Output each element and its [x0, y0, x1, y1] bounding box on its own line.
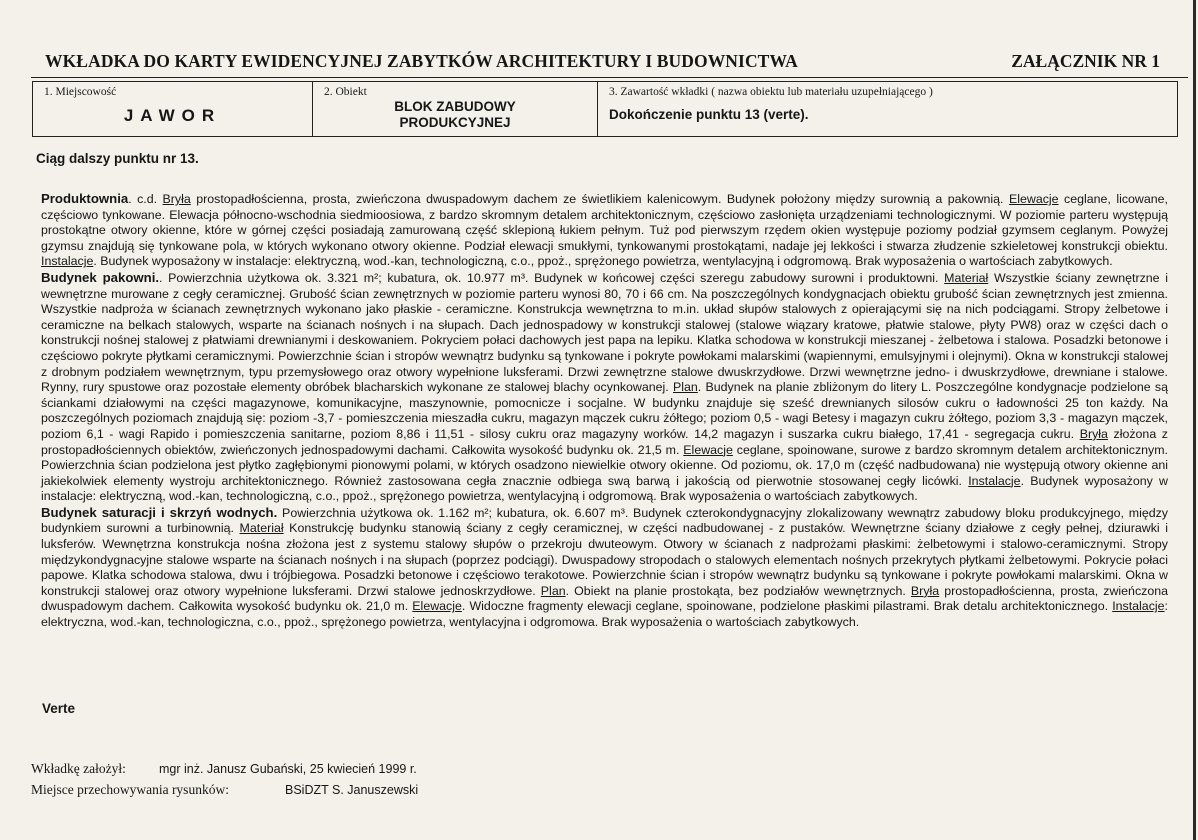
- text-run: . Budynek wyposażony w instalacje: elektryczną, wod.-kan, technologiczną, c.o., ppoż., sprężonego powietrza, wentylacyjną i odgromową. Brak wyposażenia o wartościach zabytkowych.: [93, 254, 1113, 269]
- text-run: . Budynek na planie zbliżonym do litery L. Poszczególne kondygnacje podzielone są ściankami działowymi na części magazynowe, komunikacyjne, maszynownie, pomocnicze i socjalne. W budynku znajduje się sześć drewnianych silosów cukru o ładowności 25 ton każdy. Na poszczególnych poziomach znajdują się: poziom -3,7 - pomieszczenia mieszadła cukru, magazyn mączek cukru żółtego; poziom 0,5 - wagi Betesy i magazyn cukru żółtego, poziom 3,3 - magazyn mączek, poziom 6,1 - wagi Rapido i pomieszczenia sanitarne, poziom 8,86 i 11,51 - silosy cukru oraz magazyny worków. 14,2 magazyn i suszarka cukru białego, 17,41 - segregacja cukru.: [41, 380, 1168, 441]
- author-label: Wkładkę założył:: [31, 761, 126, 776]
- term-material: Materiał: [944, 270, 989, 285]
- text-run: prostopadłościenna, prosta, zwieńczona dwuspadowym dachem. Całkowita wysokość budynku ok. 21,0 m.: [41, 583, 1169, 614]
- text-run: Konstrukcję budynku stanowią ściany z cegły ceramicznej, w części nadbudowanej - z pustaków. Wewnętrzne ściany działowe z cegły pełnej, dziurawki i luksferów. Wewnętrzna konstrukcja nośna złożona jest z systemu stalowy słupów o przekroju dwuteowym. Otwory w ścianach z nadprożami płaskimi: żelbetowymi i stalowo-ceramicznymi. Stropy międzykondygnacyjne stalowe wsparte na ścianach nośnych i na słupach (poprzez podciągi). Dwuspadowy stropodach o stalowych elementach nośnych przekrytych płytkami żelbetowymi. Pokrycie połaci papowe. Klatka schodowa stalowa, dwu i trójbiegowa. Posadzki betonowe i częściowo terakotowe. Powierzchnie ścian i stropów wewnątrz budynku są tynkowane i pokryte powłokami malarskimi. Okna w konstrukcji stalowej oraz otwory wypełnione luksferami. Drzwi stalowe jednoskrzydłowe.: [41, 521, 1168, 598]
- text-run: Wszystkie ściany zewnętrzne i wewnętrzne murowane z cegły ceramicznej. Grubość ścian zewnętrznych w poziomie parteru wynosi 80, 70 i 66 cm. Na poszczególnych kondygnacjach obiektu grubość ścian zewnętrznych jest zmienna. Wszystkie nadproża w ścianach zewnętrznych wykonano jako płaskie - ceramiczne. Konstrukcja wewnętrzna to m.in. układ słupów stalowych z opierającymi się na nich podciągami. Stropy żelbetowe i ceramiczne na belkach stalowych, wsparte na ścianach nośnych i na słupach. Dach jednospadowy w konstrukcji stalowej (stalowe wiązary kratowe, płatwie stalowe, płyty PW8) oraz w części dach o konstrukcji nośnej stalowej z płatwiami drewnianymi i deskowaniem. Pokryciem połaci dachowych jest papa na lepiku. Klatka schodowa w konstrukcji mieszanej - żelbetowa i stalowa. Posadzki betonowe i częściowo pokryte płytkami ceramicznymi. Powierzchnie ścian i stropów wewnątrz budynku są tynkowane i pokryte powłokami malarskimi (wapiennymi, emulsyjnymi i olejnymi). Okna w konstrukcji stalowej z drobnym podziałem wewnętrznym, typu przemysłowego oraz otwory wypełnione luksferami. Drzwi zewnętrzne stalowe dwuskrzydłowe. Drzwi wewnętrzne jedno- i dwuskrzydłowe, drewniane i stalowe. Rynny, rury spustowe oraz pozostałe elementy obróbek blacharskich wykonane ze stalowej blachy ocynkowanej.: [41, 270, 1169, 395]
- content-cell: [597, 82, 1177, 136]
- text-run: . Powierzchnia użytkowa ok. 3.321 m²; kubatura, ok. 10.977 m³. Budynek w końcowej części szeregu zabudowy surowni i produktowni.: [159, 270, 945, 285]
- content-label: 3. Zawartość wkładki ( nazwa obiektu lub materiału uzupełniającego ): [609, 86, 933, 98]
- paragraph-pakownia: [41, 270, 1168, 505]
- object-value: [313, 99, 597, 131]
- term-elewacje: Elewacje: [683, 442, 733, 457]
- text-run: Powierzchnia użytkowa ok. 1.162 m²; kubatura, ok. 6.607 m³. Budynek czterokondygnacyjny zlokalizowany wewnątrz zabudowy bloku produkcyjnego, między budynkiem surowni a turbinownią.: [41, 505, 1169, 536]
- scan-edge: [1193, 0, 1196, 840]
- storage-label: Miejsce przechowywania rysunków:: [31, 782, 229, 797]
- content-value: Dokończenie punktu 13 (verte).: [609, 107, 809, 122]
- section-heading: Produktownia: [41, 191, 129, 206]
- object-value-line2: PRODUKCYJNEJ: [399, 115, 511, 130]
- term-bryla: Bryła: [162, 192, 191, 206]
- term-bryla: Bryła: [910, 583, 940, 598]
- text-run: ceglane, licowane, częściowo tynkowane. Elewacja północno-wschodnia siedmioosiowa, z bardzo skromnym detalem architektonicznym, częściowo zasłonięta urządzeniami technologicznymi. W poziomie parteru występują prostokątne otwory okienne, które w górnej części posiadają zamurowaną część sklepioną łukiem pełnym. Tuż pod pierwszym rzędem okien występuje poziomy podział gzymsem ceglanym. Powyżej gzymsu znajdują się tynkowane pola, w których wykonano otwory okienne. Podział elewacji smukłymi, tynkowanymi prostokątami, nadaje jej lekkości i stwarza złudzenie szkieletowej konstrukcji obiektu.: [41, 192, 1168, 253]
- text-run: . c.d.: [128, 192, 163, 206]
- locality-value: JAWOR: [123, 106, 222, 125]
- text-run: : elektryczna, wod.-kan, technologiczna, c.o., ppoż., sprężonego powietrza, wentylacyjna i odgromowa. Brak wyposażenia o wartościach zabytkowych.: [41, 599, 1168, 630]
- text-run: . Widoczne fragmenty elewacji ceglane, spoinowane, podzielone płaskimi pilastrami. Brak detalu architektonicznego.: [461, 599, 1113, 614]
- paragraph-produktownia: [41, 191, 1168, 270]
- text-run: . Obiekt na planie prostokąta, bez podziałów wewnętrznych.: [565, 583, 911, 598]
- term-plan: Plan: [672, 380, 698, 395]
- term-plan: Plan: [540, 583, 566, 598]
- term-instalacje: Instalacje: [968, 473, 1021, 488]
- info-box: [32, 81, 1178, 137]
- section-heading: Budynek pakowni.: [41, 269, 160, 285]
- storage-value: BSiDZT S. Januszewski: [285, 783, 419, 797]
- text-run: ceglane, spoinowane, surowe z bardzo skromnym detalem architektonicznym. Powierzchnia ścian podzielona jest płytko zagłębionymi pionowymi polami, w których osadzono niewielkie otwory okienne. Od poziomu, ok. 17,0 m (część nadbudowana) nie występują otwory okienne ani jakiekolwiek elementy wystroju architektonicznego. Również zastosowana cegła znacznie odbiega swą barwą i jakością od pierwotnie stosowanej cegły licówki.: [41, 442, 1168, 488]
- object-cell: [312, 82, 597, 136]
- term-instalacje: Instalacje: [1112, 599, 1165, 614]
- term-bryla: Bryła: [1079, 426, 1108, 441]
- header-rule: [31, 77, 1188, 78]
- text-run: . Budynek wyposażony w instalacje: elektryczną, wod.-kan, technologiczną, c.o., ppoż., sprężonego powietrza, wentylacyjną i odgromową. Brak wyposażenia o wartościach zabytkowych.: [41, 473, 1168, 504]
- body-text: [41, 191, 1168, 631]
- verte-label: Verte: [42, 701, 76, 716]
- object-value-line1: BLOK ZABUDOWY: [394, 99, 516, 114]
- locality-label: 1. Miejscowość: [44, 86, 117, 98]
- locality-cell: [33, 82, 312, 136]
- term-instalacje: Instalacje: [41, 254, 94, 269]
- text-run: prostopadłościenna, prosta, zwieńczona dwuspadowym dachem ze świetlikiem kalenicowym. Budynek położony między surownią a pakownią.: [190, 192, 1009, 206]
- paragraph-saturacja: [41, 505, 1168, 631]
- term-elewacje: Elewacje: [412, 599, 462, 614]
- object-label: 2. Obiekt: [324, 86, 367, 98]
- continuation-heading: Ciąg dalszy punktu nr 13.: [36, 151, 199, 166]
- section-heading: Budynek saturacji i skrzyń wodnych.: [41, 504, 278, 520]
- document-title: WKŁADKA DO KARTY EWIDENCYJNEJ ZABYTKÓW ARCHITEKTURY I BUDOWNICTWA: [45, 51, 798, 71]
- text-run: złożona z prostopadłościennych obiektów, zwieńczonych jednospadowymi dachami. Całkowita wysokość budynku ok. 21,5 m.: [41, 426, 1168, 457]
- term-material: Materiał: [239, 521, 284, 536]
- annex-number: ZAŁĄCZNIK NR 1: [1011, 51, 1160, 71]
- term-elewacje: Elewacje: [1008, 192, 1059, 206]
- author-value: mgr inż. Janusz Gubański, 25 kwiecień 1999 r.: [159, 762, 417, 776]
